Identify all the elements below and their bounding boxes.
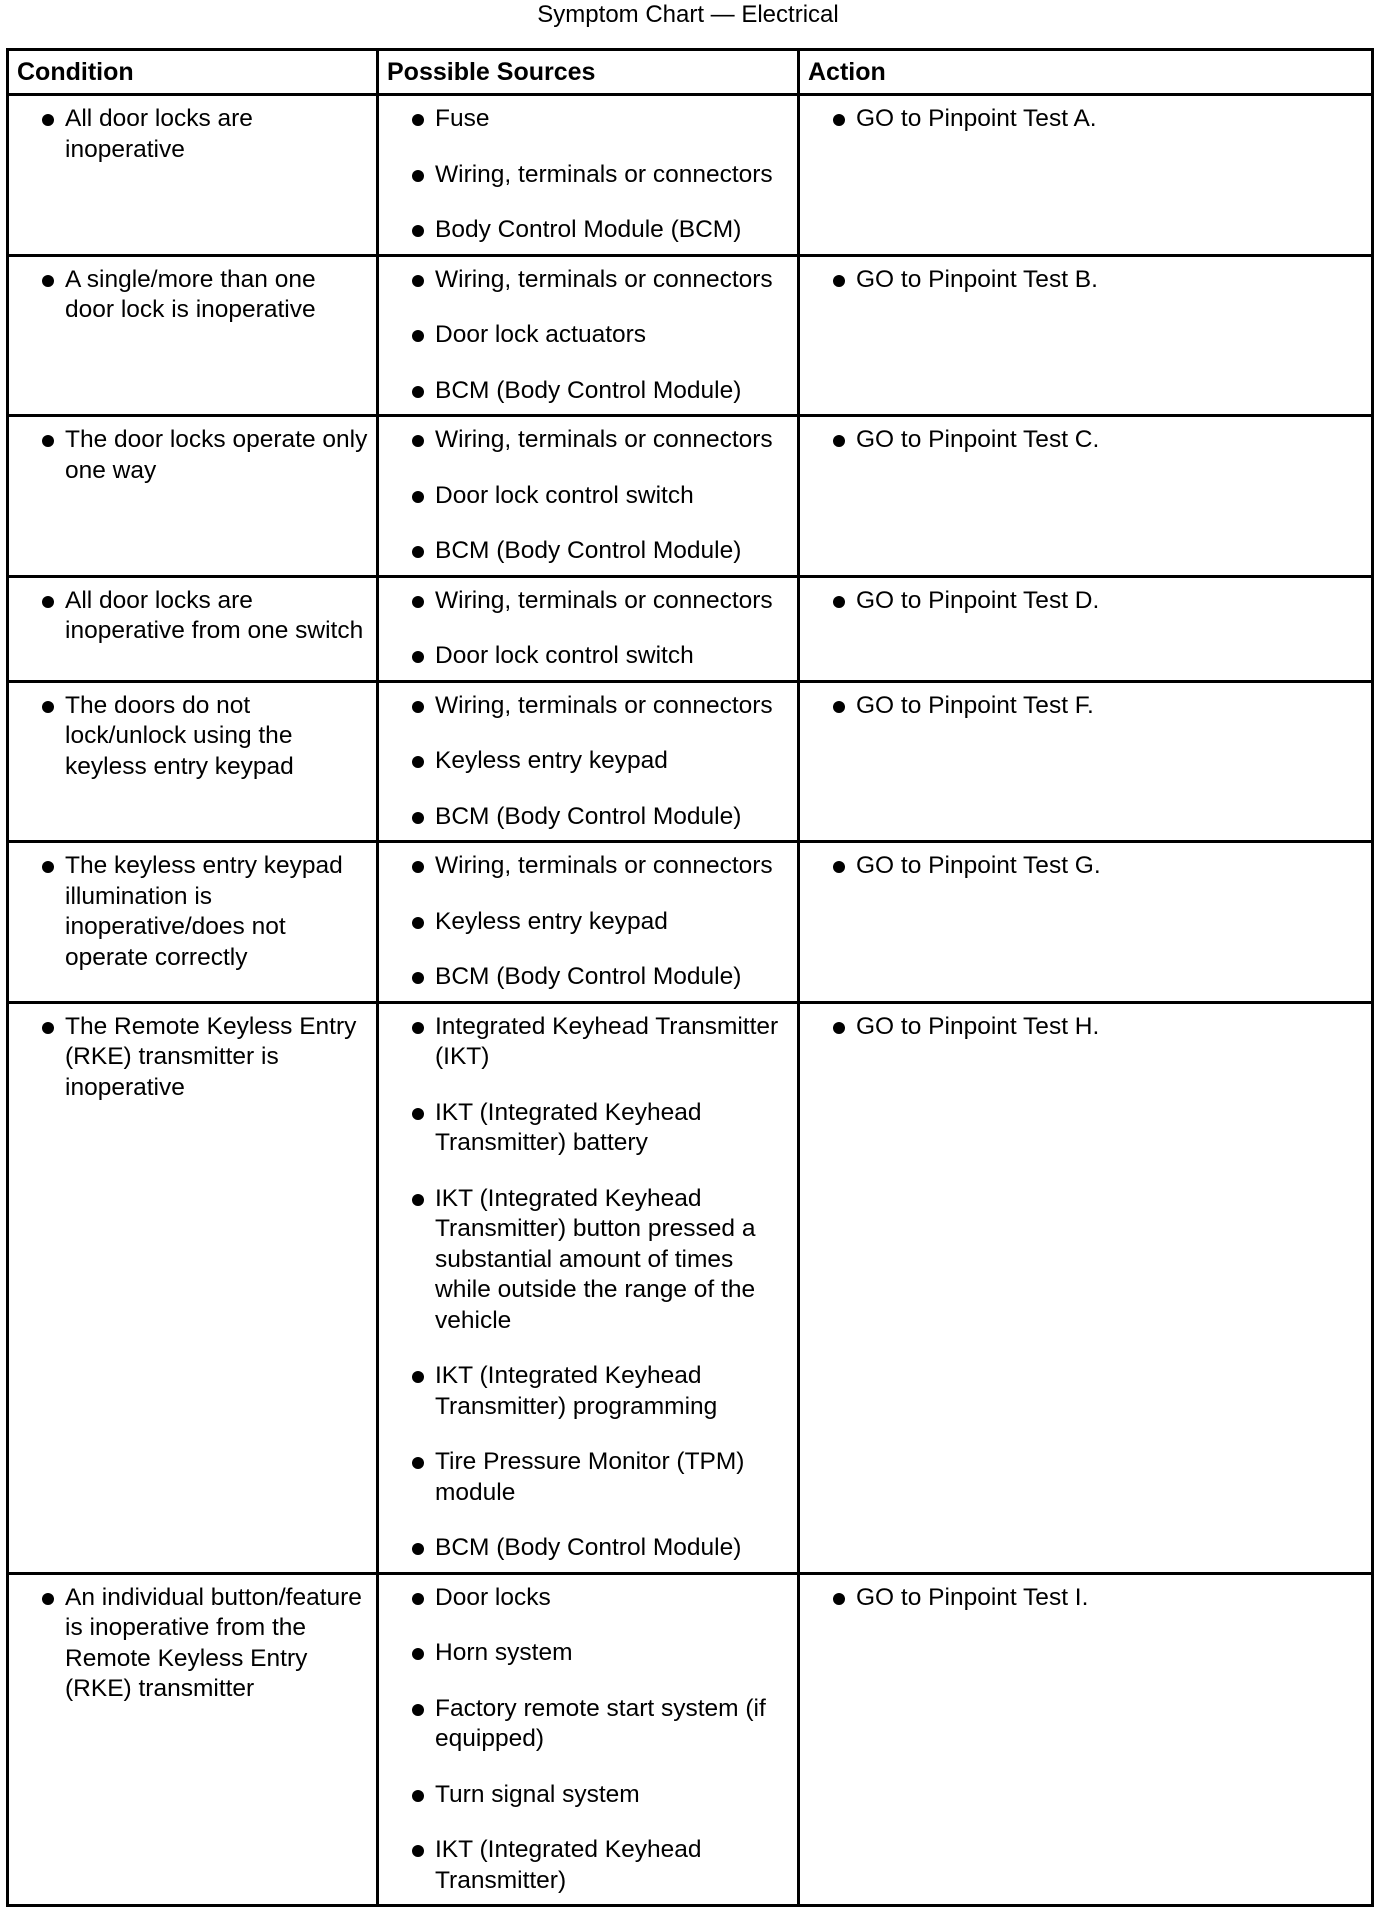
possible-sources-cell <box>378 95 799 256</box>
condition-text: The doors do not lock/unlock using the keyless entry keypad <box>31 691 368 783</box>
table-row <box>8 681 1373 842</box>
condition-text: All door locks are inoperative <box>31 104 368 165</box>
source-item: Turn signal system <box>401 1780 789 1811</box>
condition-cell <box>8 576 378 681</box>
source-item: Door lock control switch <box>401 641 789 672</box>
source-item: IKT (Integrated Keyhead Transmitter) <box>401 1835 789 1896</box>
source-item: BCM (Body Control Module) <box>401 1533 789 1564</box>
action-text: GO to Pinpoint Test C. <box>822 425 1363 456</box>
source-item: Factory remote start system (if equipped) <box>401 1694 789 1755</box>
source-item: Wiring, terminals or connectors <box>401 160 789 191</box>
action-cell <box>799 416 1373 577</box>
condition-cell <box>8 842 378 1003</box>
possible-sources-cell <box>378 1573 799 1906</box>
condition-cell <box>8 1573 378 1906</box>
source-item: Keyless entry keypad <box>401 907 789 938</box>
source-item: Door locks <box>401 1583 789 1614</box>
action-cell <box>799 842 1373 1003</box>
condition-cell <box>8 681 378 842</box>
table-row <box>8 255 1373 416</box>
action-cell <box>799 576 1373 681</box>
source-item: Wiring, terminals or connectors <box>401 265 789 296</box>
action-text: GO to Pinpoint Test D. <box>822 586 1363 617</box>
source-item: BCM (Body Control Module) <box>401 376 789 407</box>
source-item: Integrated Keyhead Transmitter (IKT) <box>401 1012 789 1073</box>
possible-sources-cell <box>378 255 799 416</box>
source-item: Wiring, terminals or connectors <box>401 425 789 456</box>
symptom-chart-table <box>6 48 1374 1907</box>
condition-text: The Remote Keyless Entry (RKE) transmitter is inoperative <box>31 1012 368 1104</box>
action-cell <box>799 255 1373 416</box>
source-item: Keyless entry keypad <box>401 746 789 777</box>
action-cell <box>799 1002 1373 1573</box>
condition-text: The keyless entry keypad illumination is inoperative/does not operate correctly <box>31 851 368 973</box>
action-text: GO to Pinpoint Test G. <box>822 851 1363 882</box>
source-item: IKT (Integrated Keyhead Transmitter) battery <box>401 1098 789 1159</box>
source-item: Wiring, terminals or connectors <box>401 851 789 882</box>
table-row <box>8 416 1373 577</box>
table-row <box>8 842 1373 1003</box>
action-text: GO to Pinpoint Test B. <box>822 265 1363 296</box>
source-item: Body Control Module (BCM) <box>401 215 789 246</box>
source-item: Tire Pressure Monitor (TPM) module <box>401 1447 789 1508</box>
condition-cell <box>8 1002 378 1573</box>
header-possible-sources: Possible Sources <box>378 50 799 95</box>
possible-sources-cell <box>378 1002 799 1573</box>
action-cell <box>799 1573 1373 1906</box>
possible-sources-cell <box>378 681 799 842</box>
condition-cell <box>8 416 378 577</box>
table-row <box>8 576 1373 681</box>
action-text: GO to Pinpoint Test A. <box>822 104 1363 135</box>
source-item: Fuse <box>401 104 789 135</box>
condition-text: All door locks are inoperative from one switch <box>31 586 368 647</box>
action-text: GO to Pinpoint Test I. <box>822 1583 1363 1614</box>
source-item: IKT (Integrated Keyhead Transmitter) programming <box>401 1361 789 1422</box>
header-condition: Condition <box>8 50 378 95</box>
source-item: BCM (Body Control Module) <box>401 536 789 567</box>
source-item: BCM (Body Control Module) <box>401 802 789 833</box>
table-row <box>8 95 1373 256</box>
source-item: Horn system <box>401 1638 789 1669</box>
action-cell <box>799 95 1373 256</box>
source-item: Door lock control switch <box>401 481 789 512</box>
source-item: Wiring, terminals or connectors <box>401 586 789 617</box>
possible-sources-cell <box>378 416 799 577</box>
source-item: Wiring, terminals or connectors <box>401 691 789 722</box>
condition-cell <box>8 95 378 256</box>
source-item: BCM (Body Control Module) <box>401 962 789 993</box>
condition-text: An individual button/feature is inoperative from the Remote Keyless Entry (RKE) transmitter <box>31 1583 368 1705</box>
source-item: Door lock actuators <box>401 320 789 351</box>
table-row <box>8 1573 1373 1906</box>
action-text: GO to Pinpoint Test F. <box>822 691 1363 722</box>
condition-text: A single/more than one door lock is inoperative <box>31 265 368 326</box>
condition-cell <box>8 255 378 416</box>
possible-sources-cell <box>378 576 799 681</box>
action-cell <box>799 681 1373 842</box>
header-action: Action <box>799 50 1373 95</box>
action-text: GO to Pinpoint Test H. <box>822 1012 1363 1043</box>
source-item: IKT (Integrated Keyhead Transmitter) button pressed a substantial amount of times while outside the range of the vehicle <box>401 1184 789 1337</box>
page-title: Symptom Chart — Electrical <box>537 1 839 28</box>
condition-text: The door locks operate only one way <box>31 425 368 486</box>
header-row <box>8 50 1373 95</box>
table-row <box>8 1002 1373 1573</box>
possible-sources-cell <box>378 842 799 1003</box>
